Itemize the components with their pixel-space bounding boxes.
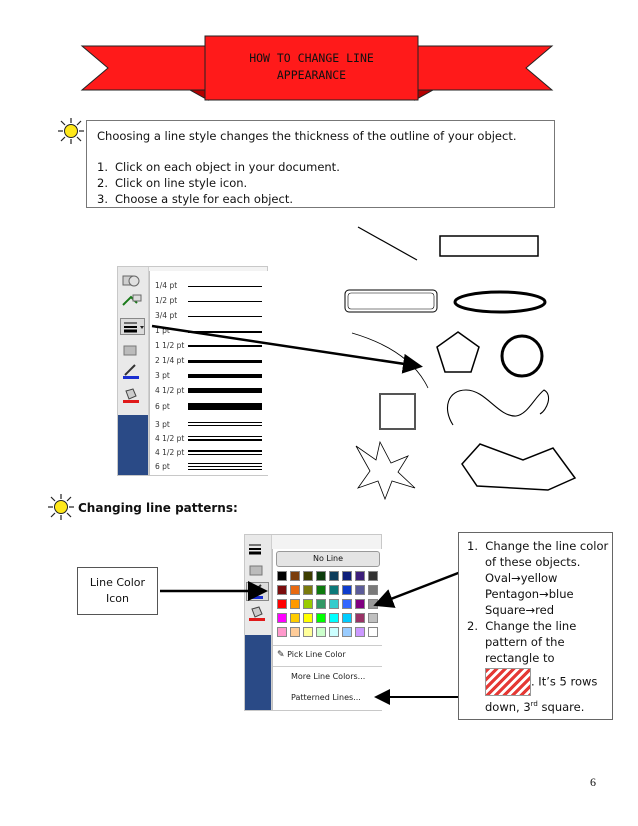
instruction-2-cont: rectangle to xyxy=(485,651,555,665)
page-number: 6 xyxy=(590,775,596,789)
more-line-colors-item[interactable]: More Line Colors... xyxy=(291,672,366,681)
oval-label: Oval xyxy=(485,571,512,585)
arc-shape xyxy=(352,333,428,388)
section-heading: Changing line patterns: xyxy=(78,501,238,515)
weight-label[interactable]: 3/4 pt xyxy=(155,311,178,320)
weight-label[interactable]: 4 1/2 pt xyxy=(155,448,185,457)
pentagon-shape xyxy=(437,332,479,372)
step-number: 2. xyxy=(97,176,108,190)
color-instructions-box xyxy=(458,532,613,720)
instruction-2-cont: pattern of the xyxy=(485,635,565,649)
red-label: red xyxy=(535,603,554,617)
step-item xyxy=(97,191,340,207)
right-arrow-icon: → xyxy=(539,587,549,601)
instruction-text: . It’s 5 rows xyxy=(531,674,598,689)
weight-label[interactable]: 6 pt xyxy=(155,462,170,471)
square-label: Square xyxy=(485,603,526,617)
weight-label[interactable]: 3 pt xyxy=(155,371,170,380)
red-diagonal-pattern-swatch xyxy=(485,668,531,696)
steps-list xyxy=(97,159,340,207)
right-arrow-icon: → xyxy=(525,603,536,617)
right-arrow-icon: → xyxy=(511,571,521,585)
banner-title-line2: APPEARANCE xyxy=(276,68,347,82)
square-shape xyxy=(380,394,415,429)
instruction-1-cont: of these objects. xyxy=(485,555,581,569)
instruction-text: Change the line color xyxy=(485,539,609,553)
sun-icon xyxy=(47,493,75,521)
sun-icon xyxy=(57,117,85,145)
color-arrow xyxy=(378,570,466,604)
weight-label[interactable]: 6 pt xyxy=(155,402,170,411)
instruction-text: down, 3 xyxy=(485,699,531,714)
step-number: 3. xyxy=(97,192,108,206)
callout-line2: Icon xyxy=(106,592,129,605)
polygon-shape xyxy=(462,444,575,490)
step-number: 1. xyxy=(97,160,108,174)
yellow-label: yellow xyxy=(520,571,558,585)
step-text: Choose a style for each object. xyxy=(115,192,293,206)
instructions-box xyxy=(86,120,555,208)
banner-left-tail xyxy=(82,46,208,90)
pointer-arrow xyxy=(152,326,418,366)
instruction-text: square. xyxy=(537,699,585,714)
instruction-2 xyxy=(467,618,608,634)
pick-line-color-label: Pick Line Color xyxy=(287,650,346,659)
shapes-drawing xyxy=(0,220,638,500)
weight-label[interactable]: 1 pt xyxy=(155,326,170,335)
oval-shape xyxy=(455,292,545,312)
pentagon-label: Pentagon xyxy=(485,587,540,601)
no-line-button[interactable]: No Line xyxy=(276,551,380,567)
oval-yellow-line xyxy=(467,570,608,586)
intro-text: Choosing a line style changes the thickness of the outline of your object. xyxy=(97,129,517,143)
step-item xyxy=(97,159,340,175)
patterned-lines-item[interactable]: Patterned Lines... xyxy=(291,693,361,702)
weight-label[interactable]: 1 1/2 pt xyxy=(155,341,185,350)
step-text: Click on each object in your document. xyxy=(115,160,340,174)
weight-label[interactable]: 2 1/4 pt xyxy=(155,356,185,365)
instruction-2-end xyxy=(467,696,608,715)
rectangle-shape xyxy=(440,236,538,256)
weight-label[interactable]: 1/4 pt xyxy=(155,281,178,290)
square-red-line xyxy=(467,602,608,618)
step-item xyxy=(97,175,340,191)
instruction-text: Change the line xyxy=(485,619,577,633)
eyedropper-icon: ✎ xyxy=(277,650,285,660)
weight-label[interactable]: 4 1/2 pt xyxy=(155,386,185,395)
pattern-sample-line xyxy=(467,668,608,696)
star-blob-shape xyxy=(356,442,415,499)
weight-label[interactable]: 4 1/2 pt xyxy=(155,434,185,443)
blue-label: blue xyxy=(548,587,574,601)
banner-title xyxy=(205,50,418,84)
instruction-number: 2. xyxy=(467,619,478,633)
banner-right-tail xyxy=(415,46,552,90)
instruction-1 xyxy=(467,538,608,554)
callout-line1: Line Color xyxy=(89,576,146,589)
ordinal-suffix: rd xyxy=(530,700,538,708)
step-text: Click on line style icon. xyxy=(115,176,248,190)
diagonal-line-shape xyxy=(358,227,417,260)
instruction-number: 1. xyxy=(467,539,478,553)
circle-shape xyxy=(502,336,542,376)
weight-label[interactable]: 1/2 pt xyxy=(155,296,178,305)
curvy-line-shape xyxy=(447,390,548,425)
banner-title-line1: HOW TO CHANGE LINE xyxy=(249,51,374,65)
pentagon-blue-line xyxy=(467,586,608,602)
weight-label[interactable]: 3 pt xyxy=(155,420,170,429)
